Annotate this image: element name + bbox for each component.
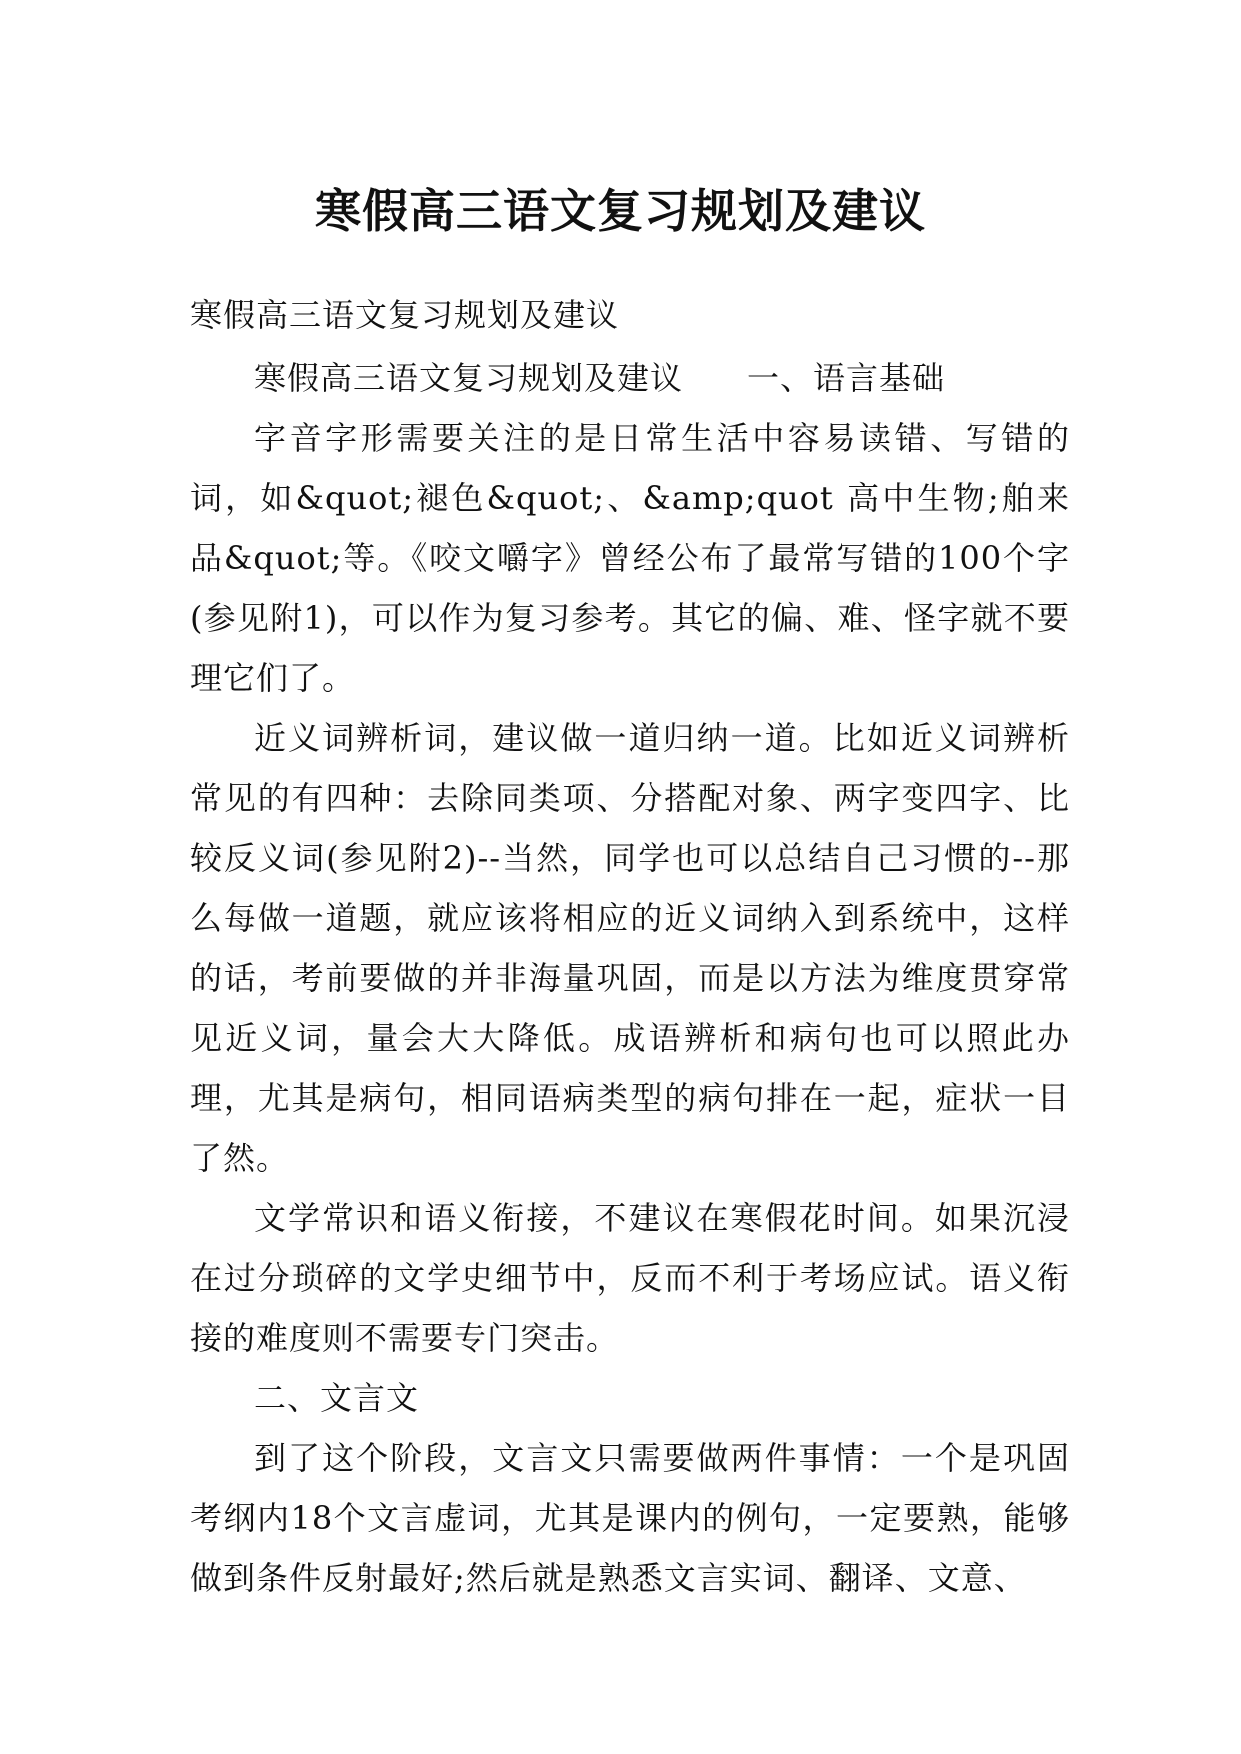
paragraph-classical-chinese: 到了这个阶段，文言文只需要做两件事情：一个是巩固考纲内18个文言虚词，尤其是课内的例句，一定要熟，能够做到条件反射最好;然后就是熟悉文言实词、翻译、文意、 [190,1439,1070,1597]
document-body [190,285,1070,1608]
section-two-heading: 二、文言文 [254,1379,420,1417]
paragraph-pronunciation: 字音字形需要关注的是日常生活中容易读错、写错的词，如&quot;褪色&quot;、&amp;quot 高中生物;舶来品&quot;等。《咬文嚼字》曾经公布了最常写错的100个字(参见附1)，可以作为复习参考。其它的偏、难、怪字就不要理它们了。 [190,419,1070,697]
repeated-heading: 寒假高三语文复习规划及建议 [254,359,684,397]
section-one-heading: 一、语言基础 [747,359,946,397]
heading-line [190,348,1070,408]
paragraph-literary-common-sense: 文学常识和语义衔接，不建议在寒假花时间。如果沉浸在过分琐碎的文学史细节中，反而不利于考场应试。语义衔接的难度则不需要专门突击。 [190,1199,1070,1357]
paragraph-synonyms: 近义词辨析词，建议做一道归纳一道。比如近义词辨析常见的有四种：去除同类项、分搭配对象、两字变四字、比较反义词(参见附2)--当然，同学也可以总结自己习惯的--那么每做一道题，就应该将相应的近义词纳入到系统中，这样的话，考前要做的并非海量巩固，而是以方法为维度贯穿常见近义词，量会大大降低。成语辨析和病句也可以照此办理，尤其是病句，相同语病类型的病句排在一起，症状一目了然。 [190,719,1070,1177]
document-title: 寒假高三语文复习规划及建议 [315,183,926,238]
intro-line: 寒假高三语文复习规划及建议 [190,296,620,334]
